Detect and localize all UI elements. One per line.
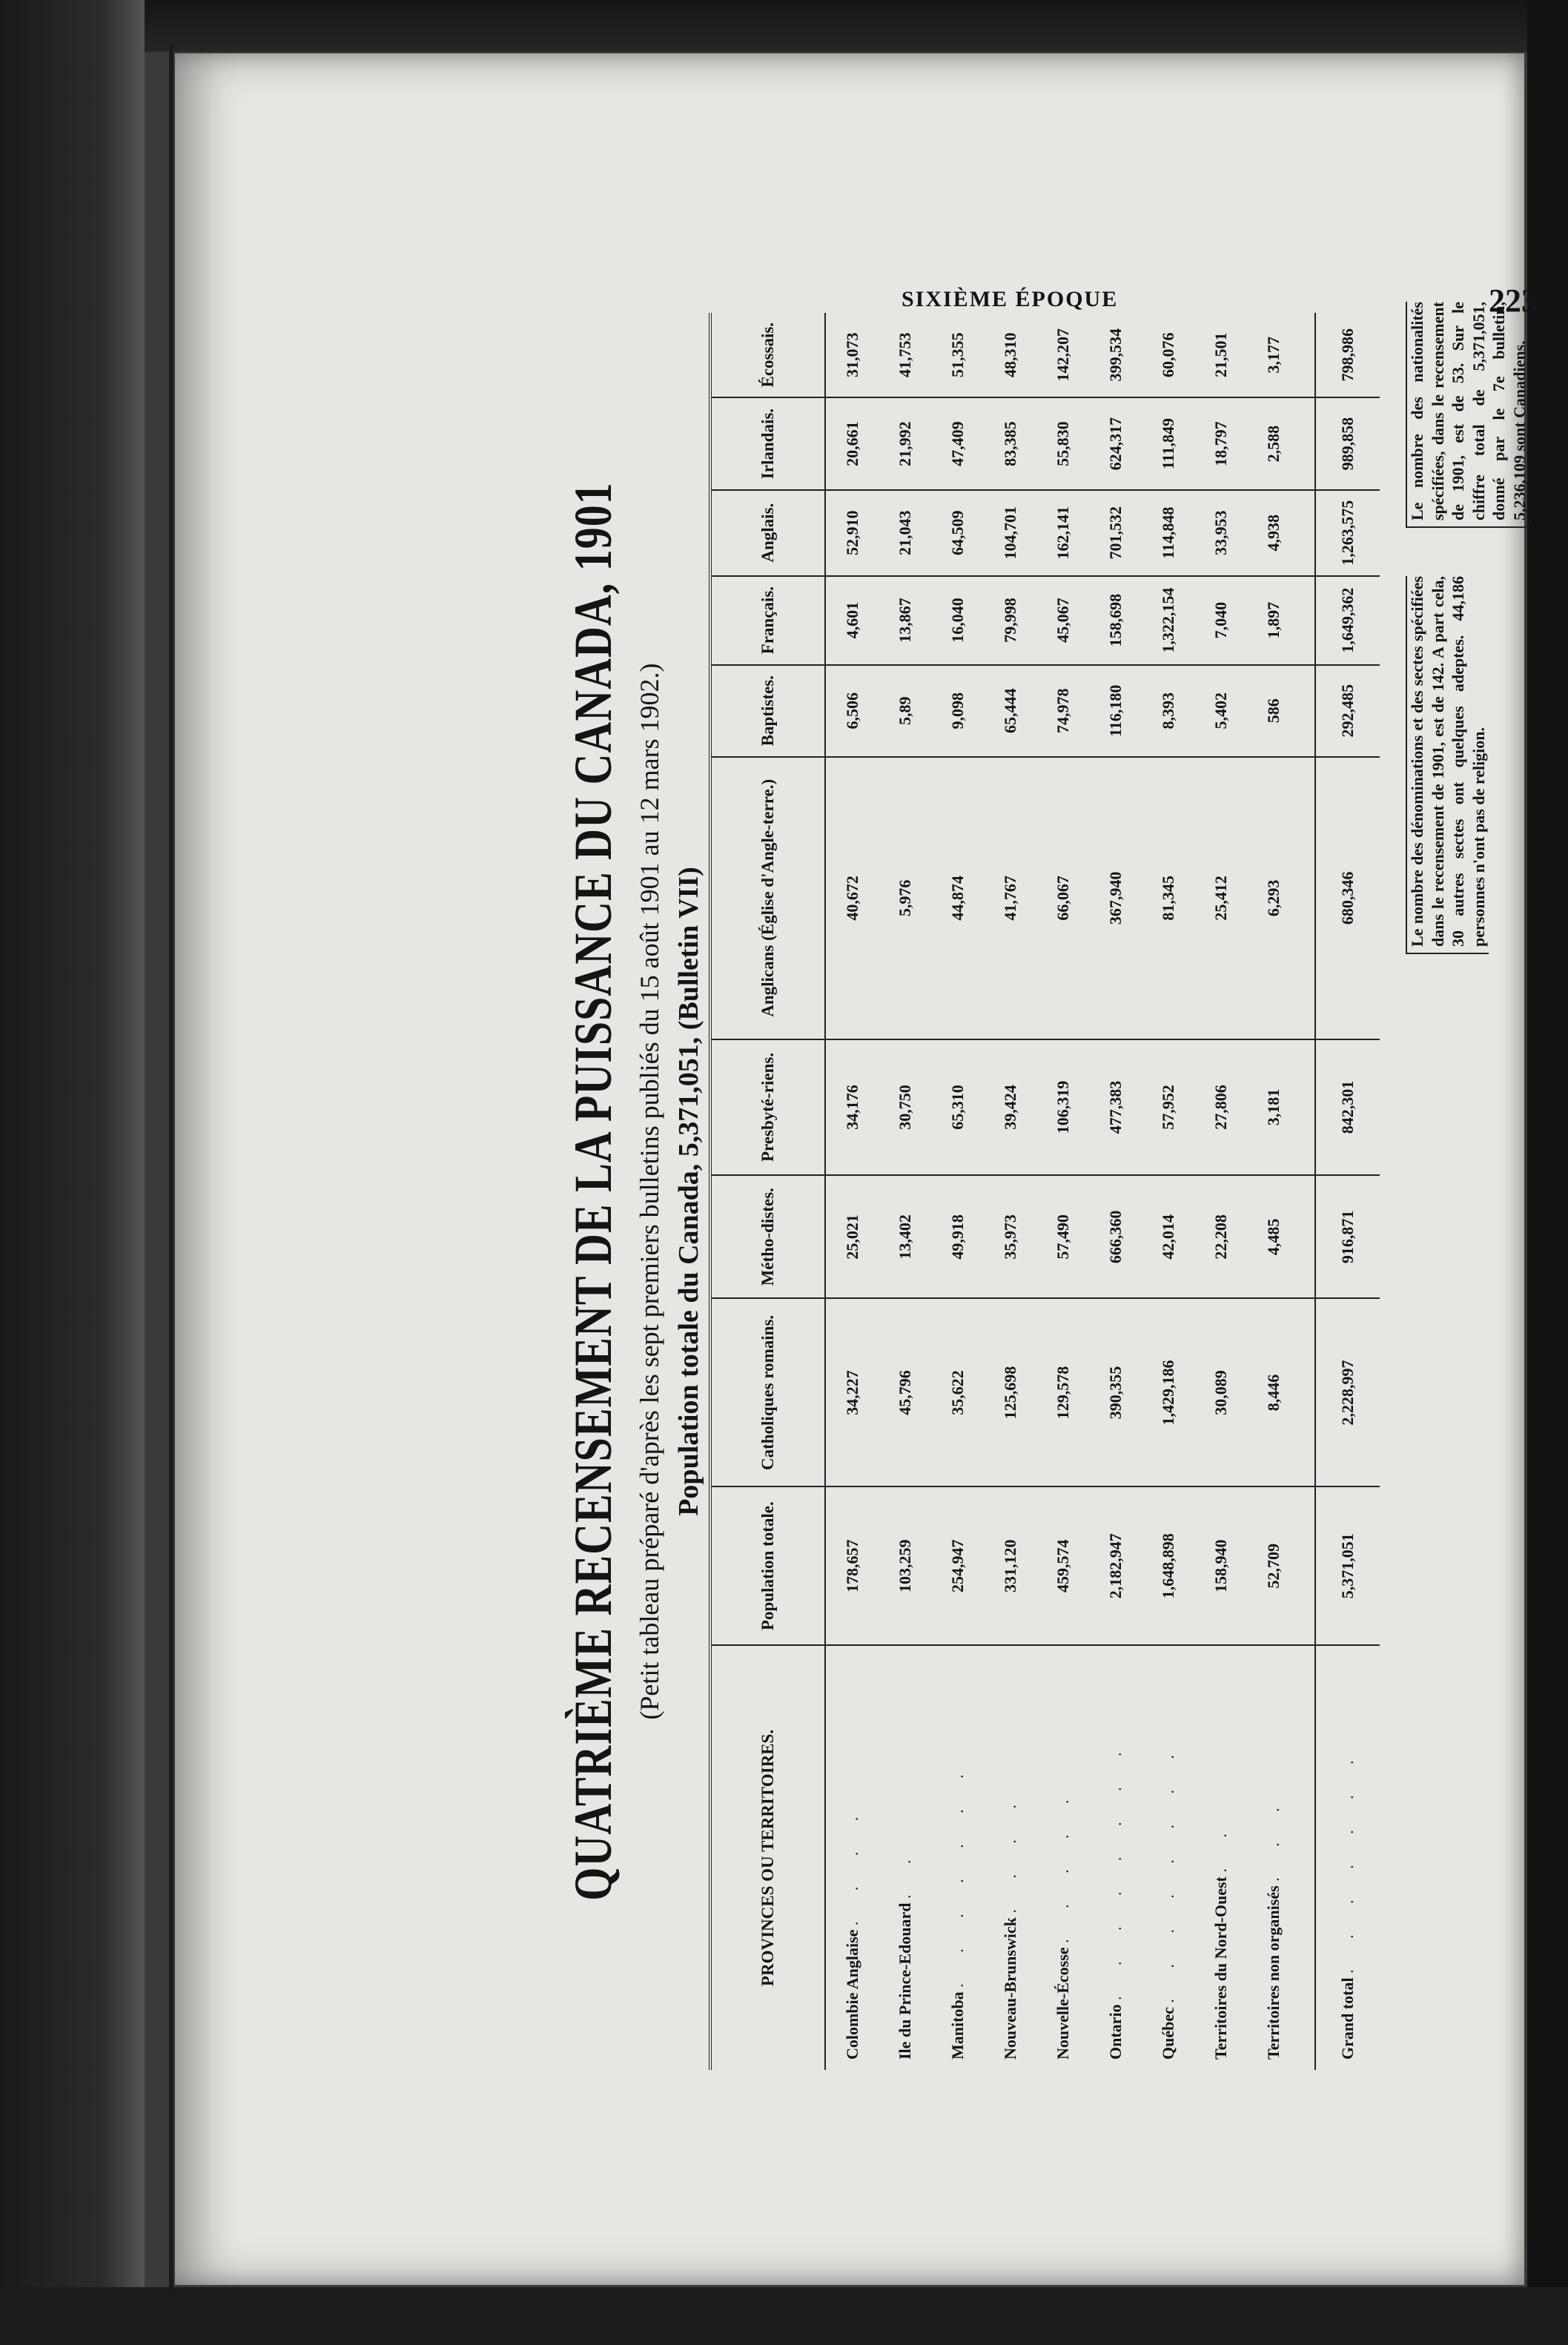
row-name: Ile du Prince-Edouard . . xyxy=(895,1846,914,2060)
cell: 60,076 xyxy=(1142,313,1194,397)
total-cell: 989,858 xyxy=(1315,397,1380,489)
cell: 21,043 xyxy=(879,490,931,576)
cell: 477,383 xyxy=(1089,1039,1142,1175)
table-header-row xyxy=(710,313,825,2070)
cell: 103,259 xyxy=(879,1486,931,1645)
cell: 5,89 xyxy=(879,665,931,757)
cell: 65,310 xyxy=(931,1039,984,1175)
cell: 41,753 xyxy=(879,313,931,397)
total-cell: 916,871 xyxy=(1315,1175,1380,1298)
cell: 81,345 xyxy=(1142,757,1194,1039)
cell: 6,506 xyxy=(825,665,879,757)
cell: 21,501 xyxy=(1194,313,1247,397)
cell: 51,355 xyxy=(931,313,984,397)
cell: 666,360 xyxy=(1089,1175,1142,1298)
cell: 25,412 xyxy=(1194,757,1247,1039)
header-population: Population totale. xyxy=(710,1486,825,1645)
cell: 20,661 xyxy=(825,397,879,489)
cell: 8,393 xyxy=(1142,665,1194,757)
cell: 111,849 xyxy=(1142,397,1194,489)
cell: 106,319 xyxy=(1036,1039,1089,1175)
table-row xyxy=(931,313,984,2070)
rotated-census-content xyxy=(553,302,1568,2077)
cell: 55,830 xyxy=(1036,397,1089,489)
cell: 16,040 xyxy=(931,576,984,665)
row-name: Colombie Anglaise . . . . xyxy=(842,1803,861,2060)
cell: 8,446 xyxy=(1247,1298,1315,1486)
header-methodistes: Métho-distes. xyxy=(710,1175,825,1298)
row-name: Nouvelle-Écosse . . . . . xyxy=(1053,1786,1072,2060)
cell: 254,947 xyxy=(931,1486,984,1645)
table-row xyxy=(984,313,1036,2070)
book-page xyxy=(175,53,1538,2285)
header-catholiques: Catholiques romains. xyxy=(710,1298,825,1486)
cell: 142,207 xyxy=(1036,313,1089,397)
table-row xyxy=(879,313,931,2070)
cell: 3,177 xyxy=(1247,313,1315,397)
cell: 331,120 xyxy=(984,1486,1036,1645)
cell: 35,973 xyxy=(984,1175,1036,1298)
census-subtitle: (Petit tableau préparé d'après les sept premiers bulletins publiés du 15 août 1901 au 12 mars 1902.) xyxy=(635,663,664,1720)
total-cell: 5,371,051 xyxy=(1315,1486,1380,1645)
table-row xyxy=(825,313,879,2070)
table-row xyxy=(1247,313,1315,2070)
table-row xyxy=(1194,313,1247,2070)
cell: 624,317 xyxy=(1089,397,1142,489)
header-francais: Français. xyxy=(710,576,825,665)
cell: 4,485 xyxy=(1247,1175,1315,1298)
cell: 48,310 xyxy=(984,313,1036,397)
total-cell: 1,649,362 xyxy=(1315,576,1380,665)
cell: 49,918 xyxy=(931,1175,984,1298)
cell: 2,588 xyxy=(1247,397,1315,489)
row-name: Territoires non organisés . . . xyxy=(1263,1794,1283,2060)
cell: 47,409 xyxy=(931,397,984,489)
cell: 34,227 xyxy=(825,1298,879,1486)
cell: 1,429,186 xyxy=(1142,1298,1194,1486)
cell: 116,180 xyxy=(1089,665,1142,757)
cell: 52,709 xyxy=(1247,1486,1315,1645)
scan-border-bottom xyxy=(0,2287,1568,2345)
cell: 4,938 xyxy=(1247,490,1315,576)
total-cell: 798,986 xyxy=(1315,313,1380,397)
header-ecossais: Écossais. xyxy=(710,313,825,397)
header-anglicans: Anglicans (Église d'Angle-terre.) xyxy=(710,757,825,1039)
cell: 158,698 xyxy=(1089,576,1142,665)
table-row xyxy=(1036,313,1089,2070)
row-name: Grand total . . . . . . . xyxy=(1315,1645,1380,2070)
cell: 367,940 xyxy=(1089,757,1142,1039)
cell: 178,657 xyxy=(825,1486,879,1645)
cell: 39,424 xyxy=(984,1039,1036,1175)
cell: 158,940 xyxy=(1194,1486,1247,1645)
scan-border-top xyxy=(0,0,1568,52)
census-table xyxy=(709,313,1380,2070)
book-spine-line xyxy=(169,44,173,2298)
cell: 162,141 xyxy=(1036,490,1089,576)
header-irlandais: Irlandais. xyxy=(710,397,825,489)
cell: 30,089 xyxy=(1194,1298,1247,1486)
religion-note: Le nombre des dénominations et des sectes spécifiées dans le recensement de 1901, est de 142. A part cela, 30 autres sectes ont quelques adeptes. 44,186 personnes n'ont pas de religion. xyxy=(1406,576,1489,954)
census-title: QUATRIÈME RECENSEMENT DE LA PUISSANCE DU CANADA, 1901 xyxy=(562,482,623,1901)
cell: 701,532 xyxy=(1089,490,1142,576)
cell: 3,181 xyxy=(1247,1039,1315,1175)
cell: 459,574 xyxy=(1036,1486,1089,1645)
cell: 13,402 xyxy=(879,1175,931,1298)
cell: 31,073 xyxy=(825,313,879,397)
cell: 7,040 xyxy=(1194,576,1247,665)
cell: 13,867 xyxy=(879,576,931,665)
cell: 44,874 xyxy=(931,757,984,1039)
cell: 66,067 xyxy=(1036,757,1089,1039)
cell: 1,897 xyxy=(1247,576,1315,665)
cell: 34,176 xyxy=(825,1039,879,1175)
cell: 45,067 xyxy=(1036,576,1089,665)
cell: 41,767 xyxy=(984,757,1036,1039)
cell: 6,293 xyxy=(1247,757,1315,1039)
cell: 129,578 xyxy=(1036,1298,1089,1486)
header-anglais: Anglais. xyxy=(710,490,825,576)
cell: 45,796 xyxy=(879,1298,931,1486)
row-name: Territoires du Nord-Ouest . . xyxy=(1211,1820,1230,2060)
cell: 30,750 xyxy=(879,1039,931,1175)
cell: 35,622 xyxy=(931,1298,984,1486)
header-presbyteriens: Presbyté-riens. xyxy=(710,1039,825,1175)
cell: 2,182,947 xyxy=(1089,1486,1142,1645)
grand-total-row xyxy=(1315,313,1380,2070)
cell: 42,014 xyxy=(1142,1175,1194,1298)
nationality-note: Le nombre des nationalités spécifiées, dans le recensement de 1901, est de 53. Sur le chiffre total de 5,371,051, donné par le 7e bulletin, 5,236,109 sont Canadiens. xyxy=(1406,302,1529,528)
cell: 586 xyxy=(1247,665,1315,757)
row-name: Québec . . . . . . . . xyxy=(1158,1742,1177,2060)
cell: 52,910 xyxy=(825,490,879,576)
cell: 1,322,154 xyxy=(1142,576,1194,665)
total-cell: 842,301 xyxy=(1315,1039,1380,1175)
cell: 57,952 xyxy=(1142,1039,1194,1175)
cell: 27,806 xyxy=(1194,1039,1247,1175)
census-total-population: Population totale du Canada, 5,371,051, (Bulletin VII) xyxy=(673,867,704,1516)
cell: 79,998 xyxy=(984,576,1036,665)
scan-border-left xyxy=(0,0,145,2345)
total-cell: 1,263,575 xyxy=(1315,490,1380,576)
cell: 25,021 xyxy=(825,1175,879,1298)
total-cell: 292,485 xyxy=(1315,665,1380,757)
cell: 114,848 xyxy=(1142,490,1194,576)
cell: 5,402 xyxy=(1194,665,1247,757)
cell: 18,797 xyxy=(1194,397,1247,489)
row-name: Manitoba . . . . . . . xyxy=(947,1761,967,2060)
cell: 33,953 xyxy=(1194,490,1247,576)
table-row xyxy=(1142,313,1194,2070)
row-name: Ontario . . . . . . . . xyxy=(1105,1739,1125,2060)
cell: 21,992 xyxy=(879,397,931,489)
page-number: 223 xyxy=(1489,282,1538,319)
cell: 399,534 xyxy=(1089,313,1142,397)
cell: 5,976 xyxy=(879,757,931,1039)
cell: 83,385 xyxy=(984,397,1036,489)
cell: 104,701 xyxy=(984,490,1036,576)
cell: 9,098 xyxy=(931,665,984,757)
title-block xyxy=(553,305,705,2077)
cell: 57,490 xyxy=(1036,1175,1089,1298)
cell: 125,698 xyxy=(984,1298,1036,1486)
cell: 74,978 xyxy=(1036,665,1089,757)
cell: 64,509 xyxy=(931,490,984,576)
header-baptistes: Baptistes. xyxy=(710,665,825,757)
total-cell: 2,228,997 xyxy=(1315,1298,1380,1486)
cell: 22,208 xyxy=(1194,1175,1247,1298)
total-cell: 680,346 xyxy=(1315,757,1380,1039)
cell: 65,444 xyxy=(984,665,1036,757)
cell: 1,648,898 xyxy=(1142,1486,1194,1645)
row-name: Nouveau-Brunswick . . . . xyxy=(1000,1791,1019,2060)
cell: 390,355 xyxy=(1089,1298,1142,1486)
cell: 4,601 xyxy=(825,576,879,665)
cell: 40,672 xyxy=(825,757,879,1039)
running-head: SIXIÈME ÉPOQUE xyxy=(902,287,1119,311)
header-provinces: PROVINCES OU TERRITOIRES. xyxy=(710,1645,825,2070)
table-row xyxy=(1089,313,1142,2070)
